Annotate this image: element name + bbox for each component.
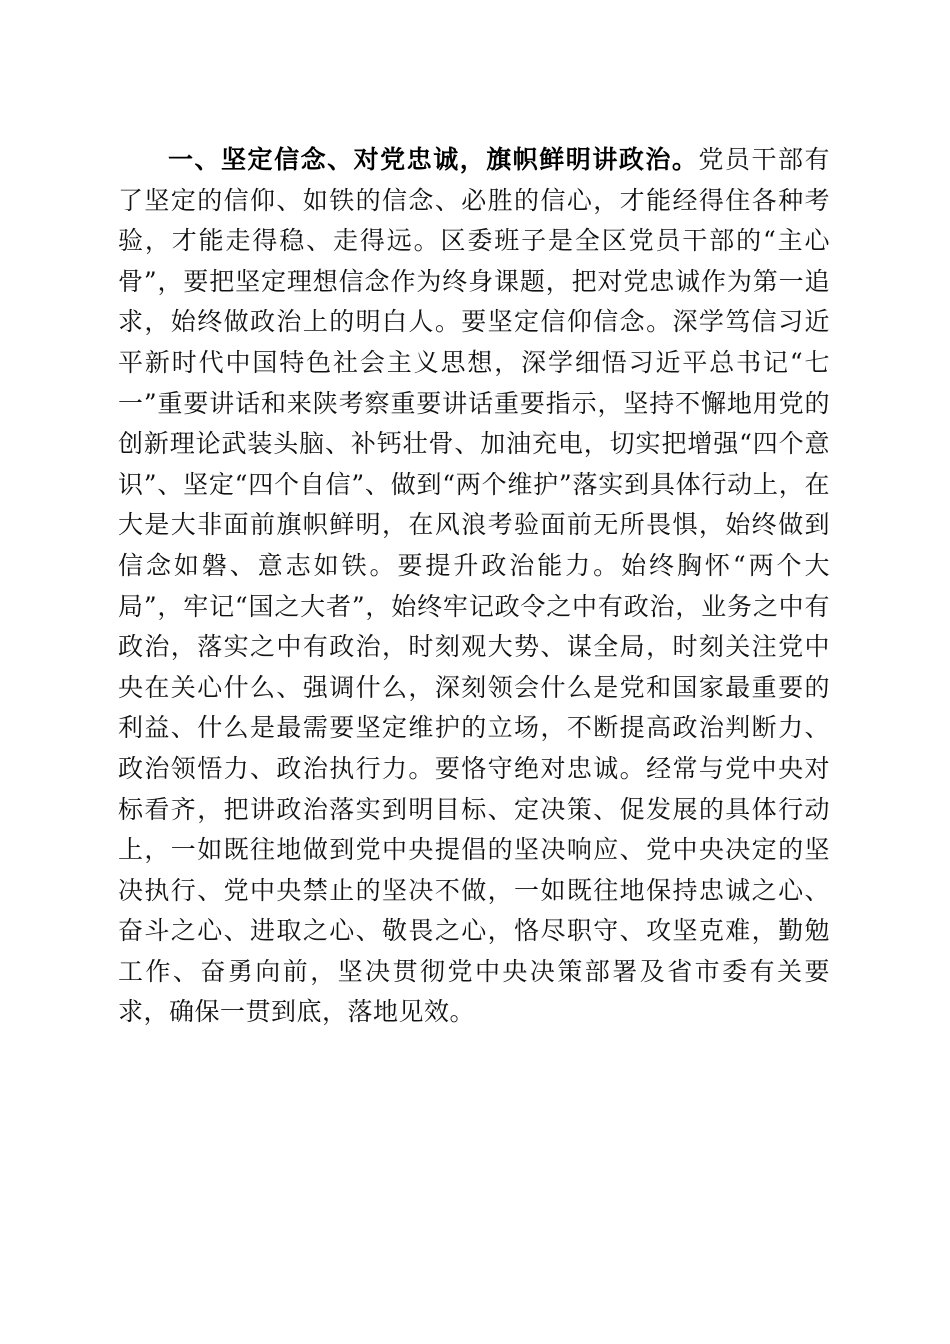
section-heading: 一、坚定信念、对党忠诚，旗帜鲜明讲政治。: [168, 145, 699, 174]
paragraph-body: 党员干部有了坚定的信仰、如铁的信念、必胜的信心，才能经得住各种考验，才能走得稳、走得远。区委班子是全区党员干部的“主心骨”，要把坚定理想信念作为终身课题，把对党忠诚作为第一追求，始终做政治上的明白人。要坚定信仰信念。深学笃信习近平新时代中国特色社会主义思想，深学细悟习近平总书记“七一”重要讲话和来陕考察重要讲话重要指示，坚持不懈地用党的创新理论武装头脑、补钙壮骨、加油充电，切实把增强“四个意识”、坚定“四个自信”、做到“两个维护”落实到具体行动上，在大是大非面前旗帜鲜明，在风浪考验面前无所畏惧，始终做到信念如磐、意志如铁。要提升政治能力。始终胸怀“两个大局”，牢记“国之大者”，始终牢记政令之中有政治，业务之中有政治，落实之中有政治，时刻观大势、谋全局，时刻关注党中央在关心什么、强调什么，深刻领会什么是党和国家最重要的利益、什么是最需要坚定维护的立场，不断提高政治判断力、政治领悟力、政治执行力。要恪守绝对忠诚。经常与党中央对标看齐，把讲政治落实到明目标、定决策、促发展的具体行动上，一如既往地做到党中央提倡的坚决响应、党中央决定的坚决执行、党中央禁止的坚决不做，一如既往地保持忠诚之心、奋斗之心、进取之心、敬畏之心，恪尽职守、攻坚克难，勤勉工作、奋勇向前，坚决贯彻党中央决策部署及省市委有关要求，确保一贯到底，落地见效。: [118, 145, 830, 1027]
section-paragraph: [118, 140, 830, 1033]
